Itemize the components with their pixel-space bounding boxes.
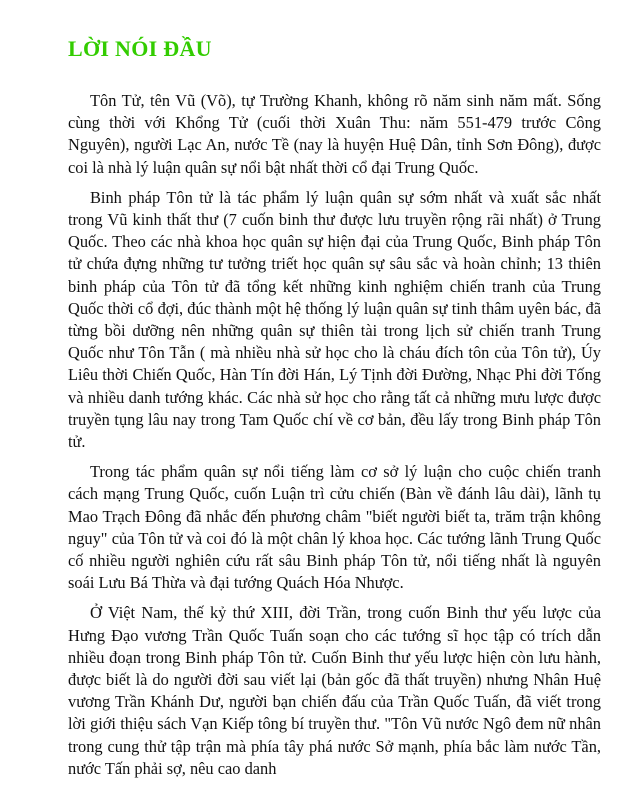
paragraph-3: Trong tác phẩm quân sự nổi tiếng làm cơ sở lý luận cho cuộc chiến tranh cách mạng Trung Quốc, cuốn Luận trì cửu chiến (Bàn về đánh lâu dài), lãnh tụ Mao Trạch Đông đã nhắc đến phương châm "biết người biết ta, trăm trận không nguy" của Tôn tử và coi đó là một chân lý khoa học. Các tướng lãnh Trung Quốc cố nhiều người nghiên cứu rất sâu Binh pháp Tôn tử, nổi tiếng nhất là nguyên soái Lưu Bá Thừa và đại tướng Quách Hóa Nhược.	[68, 462, 601, 593]
page-title: LỜI NÓI ĐẦU	[68, 36, 212, 61]
paragraph-2: Binh pháp Tôn tử là tác phẩm lý luận quân sự sớm nhất và xuất sắc nhất trong Vũ kinh thất thư (7 cuốn binh thư được lưu truyền rộng rãi nhất) ở Trung Quốc. Theo các nhà khoa học quân sự hiện đại của Trung Quốc, Binh pháp Tôn tử chứa đựng những tư tưởng triết học quân sự sâu sắc và hoàn chỉnh; 13 thiên binh pháp của Tôn tử đã tổng kết những kinh nghiệm chiến tranh của Trung Quốc thời cổ đợi, đúc thành một hệ thống lý luận quân sự tinh thâm uyên bác, đã từng bồi dưỡng nên những quân sự thiên tài trong lịch sử chiến tranh Trung Quốc như Tôn Tẫn ( mà nhiều nhà sử học cho là cháu đích tôn của Tôn tử), Úy Liêu thời Chiến Quốc, Hàn Tín đời Hán, Lý Tịnh đời Đường, Nhạc Phi đời Tống và nhiều danh tướng khác. Các nhà sử học cho rằng tất cả những mưu lược được truyền tụng lâu nay trong Tam Quốc chí về cơ bản, đều lấy trong Binh pháp Tôn tử.	[68, 187, 601, 452]
paragraph-1: Tôn Tử, tên Vũ (Võ), tự Trường Khanh, không rõ năm sinh năm mất. Sống cùng thời với Khổng Tử (cuối thời Xuân Thu: năm 551-479 trước Công Nguyên), người Lạc An, nước Tề (nay là huyện Huệ Dân, tỉnh Sơn Đông), được coi là nhà lý luận quân sự nổi bật nhất thời cổ đại Trung Quốc.	[68, 91, 601, 177]
paragraph-4: Ở Việt Nam, thế kỷ thứ XIII, đời Trần, trong cuốn Binh thư yếu lược của Hưng Đạo vương Trần Quốc Tuấn soạn cho các tướng sĩ học tập có trích dẫn nhiều đoạn trong Binh pháp Tôn tử. Cuốn Binh thư yếu lược hiện còn lưu hành, được biết là do người đời sau viết lại (bản gốc đã thất truyền) nhưng Nhân Huệ vương Trần Khánh Dư, người bạn chiến đấu của Trần Quốc Tuấn, đã viết trong lời giới thiệu sách Vạn Kiếp tông bí truyền thư. "Tôn Vũ nước Ngô đem nữ nhân trong cung thử tập trận mà phía tây phá nước Sở mạnh, phía bắc làm nước Tần, nước Tấn phải sợ, nêu cao danh	[68, 603, 601, 778]
document-body	[68, 90, 601, 780]
